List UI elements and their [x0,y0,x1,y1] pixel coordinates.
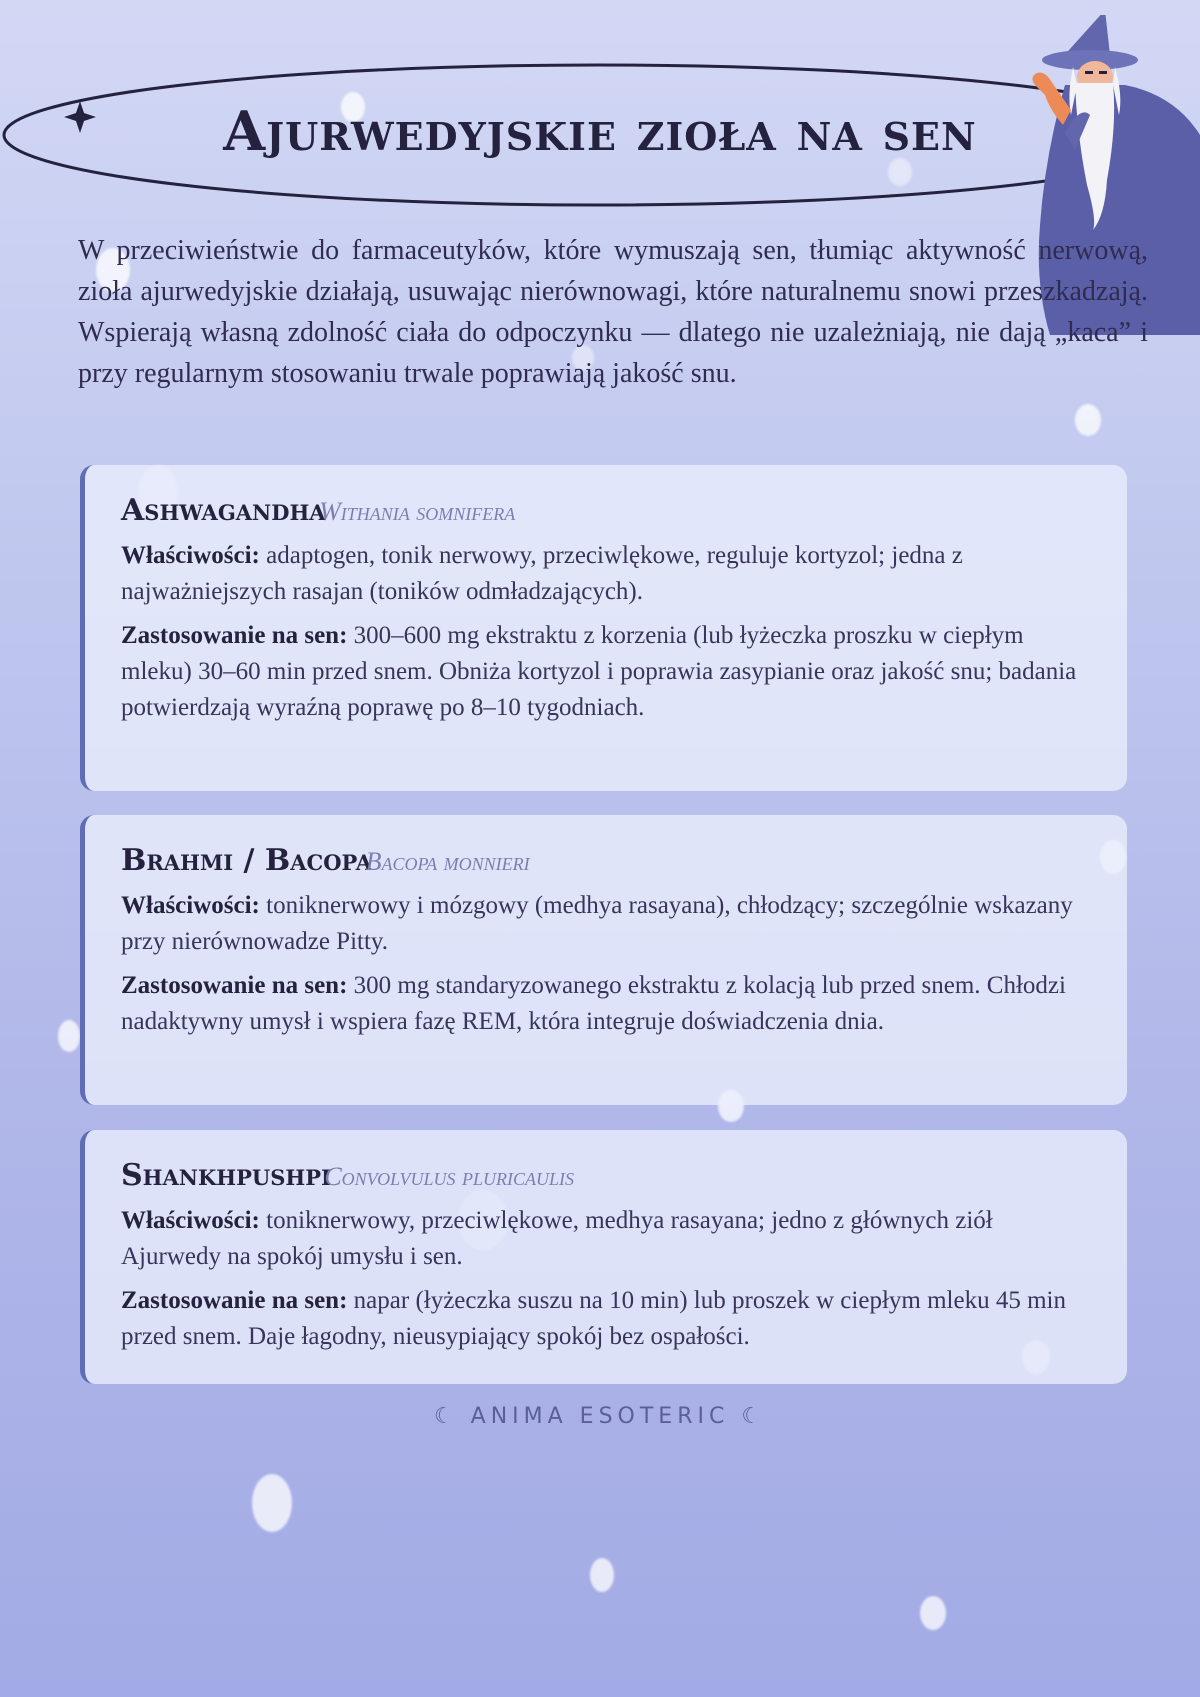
properties-text: toniknerwowy, przeciwlękowe, medhya rasayana; jedno z głównych ziół Ajurwedy na spokój umysłu i sen. [121,1207,993,1270]
herb-card-ashwagandha [80,465,1127,791]
background-dot [252,1474,292,1532]
background-dot [58,1020,80,1052]
herb-name: Ashwagandha [121,493,326,528]
properties-label: Właściwości: [121,892,260,919]
herb-latin-name: Withania somnifera [319,497,516,526]
herb-latin-name: Convolvulus pluricaulis [324,1162,574,1191]
herb-usage [121,618,1091,726]
properties-label: Właściwości: [121,1207,260,1234]
usage-text: 300–600 mg ekstraktu z korzenia (lub łyżeczka proszku w ciepłym mleku) 30–60 min przed snem. Obniża kortyzol i poprawia zasypianie oraz jakość snu; badania potwierdzają wyraźną poprawę po 8–10 tygodniach. [121,622,1077,721]
background-dot [1075,404,1101,436]
footer-brand: ☾ ANIMA ESOTERIC ☾ [433,1404,767,1429]
herb-card-shankhpushpi [80,1130,1127,1384]
properties-text: toniknerwowy i mózgowy (medhya rasayana), chłodzący; szczególnie wskazany przy nierównowadze Pitty. [121,892,1073,955]
usage-text: napar (łyżeczka suszu na 10 min) lub proszek w ciepłym mleku 45 min przed snem. Daje łagodny, nieusypiający spokój bez ospałości. [121,1287,1066,1350]
usage-label: Zastosowanie na sen: [121,1287,348,1314]
usage-text: 300 mg standaryzowanego ekstraktu z kolacją lub przed snem. Chłodzi nadaktywny umysł i wspiera fazę REM, która integruje doświadczenia dnia. [121,972,1066,1035]
herb-header [121,491,1091,532]
intro-paragraph: W przeciwieństwie do farmaceutyków, które wymuszają sen, tłumiąc aktywność nerwową, zioła ajurwedyjskie działają, usuwając nierównowagi, które naturalnemu snowi przeszkadzają. Wspierają własną zdolność ciała do odpoczynku — dlatego nie uzależniają, nie dają „kaca” i przy regularnym stosowaniu trwale poprawiają jakość snu. [78,235,1148,389]
background-dot [920,1596,946,1630]
usage-label: Zastosowanie na sen: [121,622,348,649]
herb-header [121,1156,1091,1197]
herb-header [121,841,1091,882]
usage-label: Zastosowanie na sen: [121,972,348,999]
herb-usage [121,968,1091,1040]
page-title: Ajurwedyjskie zioła na sen [223,99,977,163]
herb-properties [121,1203,1091,1275]
herb-latin-name: Bacopa monnieri [365,847,530,876]
herb-name: Shankhpushpi [121,1158,331,1193]
herb-properties [121,888,1091,960]
herb-name: Brahmi / Bacopa [121,843,373,878]
herb-card-brahmi [80,815,1127,1105]
properties-text: adaptogen, tonik nerwowy, przeciwlękowe, reguluje kortyzol; jedna z najważniejszych rasajan (toników odmładzających). [121,542,963,605]
herb-properties [121,538,1091,610]
background-dot [590,1558,614,1592]
properties-label: Właściwości: [121,542,260,569]
herb-usage [121,1283,1091,1355]
